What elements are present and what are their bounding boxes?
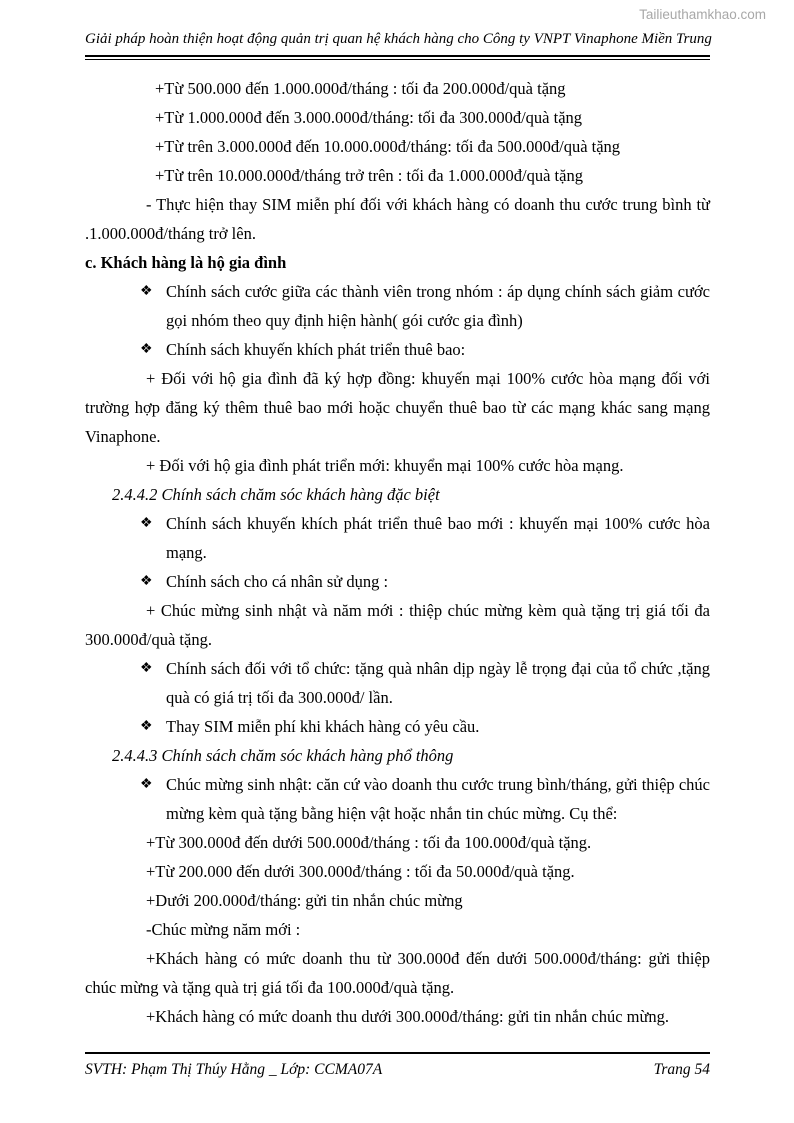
section-heading-2442: 2.4.4.2 Chính sách chăm sóc khách hàng đặc biệt xyxy=(112,485,440,504)
watermark-text: Tailieuthamkhao.com xyxy=(639,7,766,22)
diamond-bullet-icon: ❖ xyxy=(140,516,153,531)
list-item xyxy=(85,654,710,712)
footer-page-number: Trang 54 xyxy=(653,1061,710,1078)
diamond-bullet-icon: ❖ xyxy=(140,719,153,734)
paragraph: +Khách hàng có mức doanh thu dưới 300.000đ/tháng: gửi tin nhắn chúc mừng. xyxy=(146,1007,670,1026)
paragraph: +Từ 200.000 đến dưới 300.000đ/tháng : tối đa 50.000đ/quà tặng. xyxy=(146,862,575,881)
section-heading-2443: 2.4.4.3 Chính sách chăm sóc khách hàng phổ thông xyxy=(112,746,454,765)
paragraph: +Từ trên 10.000.000đ/tháng trở trên : tối đa 1.000.000đ/quà tặng xyxy=(155,166,583,185)
list-item-text: Chính sách cước giữa các thành viên trong nhóm : áp dụng chính sách giảm cước gọi nhóm theo quy định hiện hành( gói cước gia đình) xyxy=(166,282,710,330)
footer-rule xyxy=(85,1052,710,1054)
paragraph: +Từ 1.000.000đ đến 3.000.000đ/tháng: tối đa 300.000đ/quà tặng xyxy=(155,108,583,127)
footer-row xyxy=(85,1059,710,1081)
list-item xyxy=(85,567,710,596)
paragraph: - Thực hiện thay SIM miễn phí đối với khách hàng có doanh thu cước trung bình từ .1.000.000đ/tháng trở lên. xyxy=(85,195,710,243)
list-item xyxy=(85,335,710,364)
paragraph: +Khách hàng có mức doanh thu từ 300.000đ đến dưới 500.000đ/tháng: gửi thiệp chúc mừng và tặng quà trị giá tối đa 100.000đ/quà tặng. xyxy=(85,949,710,997)
list-item xyxy=(85,509,710,567)
list-item-text: Chính sách cho cá nhân sử dụng : xyxy=(166,572,389,591)
list-item-text: Chính sách đối với tổ chức: tặng quà nhân dịp ngày lễ trọng đại của tổ chức ,tặng quà có giá trị tối đa 300.000đ/ lần. xyxy=(166,659,710,707)
list-item-text: Thay SIM miễn phí khi khách hàng có yêu cầu. xyxy=(166,717,480,736)
list-item xyxy=(85,770,710,828)
diamond-bullet-icon: ❖ xyxy=(140,661,153,676)
diamond-bullet-icon: ❖ xyxy=(140,574,153,589)
list-item-text: Chúc mừng sinh nhật: căn cứ vào doanh thu cước trung bình/tháng, gửi thiệp chúc mừng kèm quà tặng bằng hiện vật hoặc nhắn tin chúc mừng. Cụ thể: xyxy=(166,775,710,823)
paragraph: +Từ 300.000đ đến dưới 500.000đ/tháng : tối đa 100.000đ/quà tặng. xyxy=(146,833,592,852)
header-title: Giải pháp hoàn thiện hoạt động quản trị quan hệ khách hàng cho Công ty VNPT Vinaphone Miền Trung xyxy=(85,31,712,47)
paragraph: -Chúc mừng năm mới : xyxy=(146,920,301,939)
paragraph: + Đối với hộ gia đình đã ký hợp đồng: khuyến mại 100% cước hòa mạng đối với trường hợp đăng ký thêm thuê bao mới hoặc chuyển thuê bao từ các mạng khác sang mạng Vinaphone. xyxy=(85,369,710,446)
list-item xyxy=(85,712,710,741)
paragraph: + Đối với hộ gia đình phát triển mới: khuyển mại 100% cước hòa mạng. xyxy=(146,456,624,475)
paragraph: +Từ 500.000 đến 1.000.000đ/tháng : tối đa 200.000đ/quà tặng xyxy=(155,79,566,98)
diamond-bullet-icon: ❖ xyxy=(140,284,153,299)
list-item xyxy=(85,277,710,335)
diamond-bullet-icon: ❖ xyxy=(140,342,153,357)
list-item-text: Chính sách khuyến khích phát triển thuê bao: xyxy=(166,340,466,359)
footer-author: SVTH: Phạm Thị Thúy Hằng _ Lớp: CCMA07A xyxy=(85,1061,383,1078)
subsection-heading-c: c. Khách hàng là hộ gia đình xyxy=(85,253,287,272)
paragraph: +Dưới 200.000đ/tháng: gửi tin nhắn chúc mừng xyxy=(146,891,463,910)
paragraph: +Từ trên 3.000.000đ đến 10.000.000đ/tháng: tối đa 500.000đ/quà tặng xyxy=(155,137,621,156)
page-footer xyxy=(85,1052,710,1081)
paragraph: + Chúc mừng sinh nhật và năm mới : thiệp chúc mừng kèm quà tặng trị giá tối đa 300.000đ/quà tặng. xyxy=(85,601,710,649)
diamond-bullet-icon: ❖ xyxy=(140,777,153,792)
document-body xyxy=(0,60,794,1031)
list-item-text: Chính sách khuyến khích phát triển thuê bao mới : khuyến mại 100% cước hòa mạng. xyxy=(166,514,710,562)
